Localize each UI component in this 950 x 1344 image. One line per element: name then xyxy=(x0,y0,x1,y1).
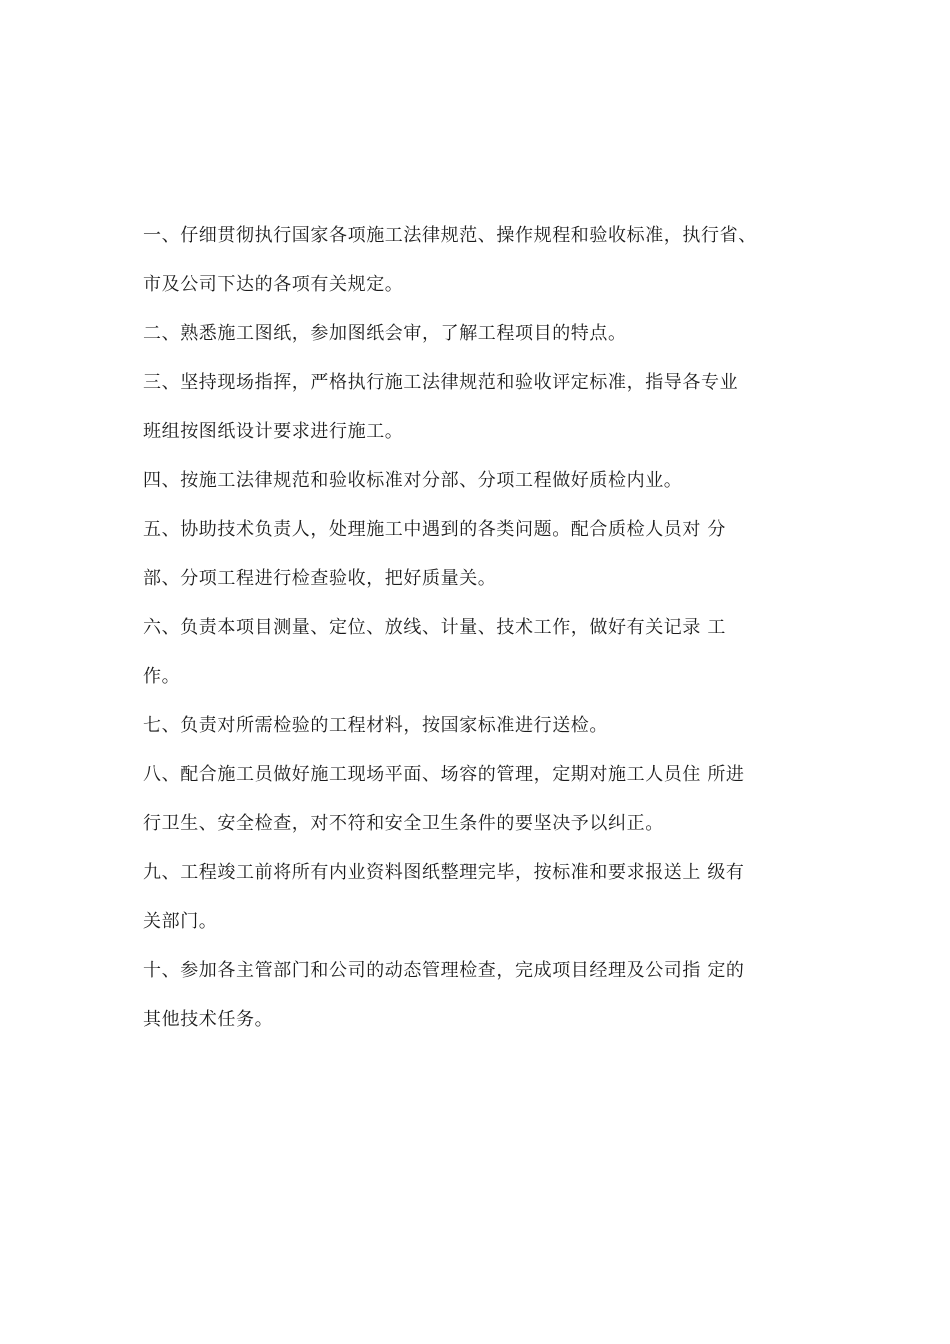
duty-list xyxy=(143,224,843,1057)
text-line: 关部门。 xyxy=(143,911,218,932)
text-line: 六、负责本项目测量、定位、放线、计量、技术工作，做好有关记录 工 xyxy=(143,617,726,638)
text-line: 二、熟悉施工图纸，参加图纸会审，了解工程项目的特点。 xyxy=(143,323,627,344)
text-line: 三、坚持现场指挥，严格执行施工法律规范和验收评定标准，指导各专业 xyxy=(143,372,739,393)
text-line: 一、仔细贯彻执行国家各项施工法律规范、操作规程和验收标准，执行省、 xyxy=(143,225,757,246)
text-line: 九、工程竣工前将所有内业资料图纸整理完毕，按标准和要求报送上 级有 xyxy=(143,862,745,883)
text-line: 八、配合施工员做好施工现场平面、场容的管理，定期对施工人员住 所进 xyxy=(143,764,745,785)
text-line: 市及公司下达的各项有关规定。 xyxy=(143,274,404,295)
text-line: 其他技术任务。 xyxy=(143,1009,274,1030)
text-line: 班组按图纸设计要求进行施工。 xyxy=(143,421,404,442)
text-line: 五、协助技术负责人，处理施工中遇到的各类问题。配合质检人员对 分 xyxy=(143,519,726,540)
text-line: 作。 xyxy=(143,666,181,687)
text-line: 十、参加各主管部门和公司的动态管理检查，完成项目经理及公司指 定的 xyxy=(143,960,745,981)
text-line: 七、负责对所需检验的工程材料，按国家标准进行送检。 xyxy=(143,715,608,736)
text-line: 四、按施工法律规范和验收标准对分部、分项工程做好质检内业。 xyxy=(143,470,683,491)
text-line: 行卫生、安全检查，对不符和安全卫生条件的要坚决予以纠正。 xyxy=(143,813,664,834)
text-line: 部、分项工程进行检查验收，把好质量关。 xyxy=(143,568,497,589)
